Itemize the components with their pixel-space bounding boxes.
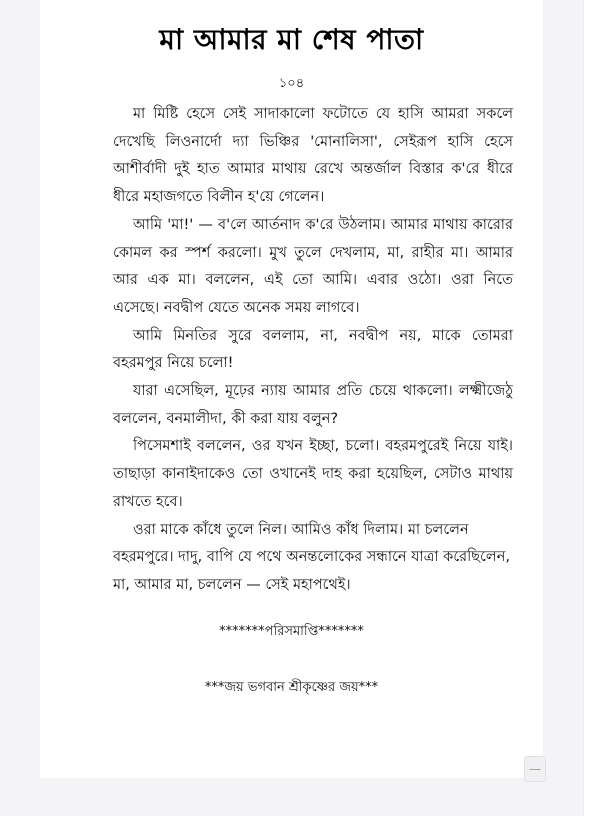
paragraph: যারা এসেছিল, মূঢ়ের ন্যায় আমার প্রতি চেয়ে থাকলো। লক্ষ্মীজেঠু বললেন, বনমালীদা, কী করা যায় বলুন?: [113, 383, 513, 427]
end-marker: *******পরিসমাপ্তি*******: [219, 624, 364, 639]
paragraph: পিসেমশাই বললেন, ওর যখন ইচ্ছা, চলো। বহরমপুরেই নিয়ে যাই। তাছাড়া কানাইদাকেও তো ওখানেই দাহ করা হয়েছিল, সেটাও মাথায় রাখতে হবে।: [113, 438, 513, 510]
minimize-toolbar-button[interactable]: —: [524, 756, 546, 782]
body-text: [113, 101, 513, 600]
closing-blessing: ***জয় ভগবান শ্রীকৃষ্ণের জয়***: [204, 680, 379, 695]
vertical-scrollbar[interactable]: [583, 0, 601, 816]
page-number: ১০৪: [278, 76, 305, 91]
page-title: মা আমার মা শেষ পাতা: [159, 23, 424, 56]
paragraph: মা মিষ্টি হেসে সেই সাদাকালো ফটোতে যে হাসি আমরা সকলে দেখেছি লিওনার্দো দ্যা ভিঞ্চির 'মোনালিসা', সেইরূপ হাসি হেসে আশীর্বাদী দুই হাত আমার মাথায় রেখে অন্তর্জাল বিস্তার ক'রে ধীরে ধীরে মহাজগতে বিলীন হ'য়ে গেলেন।: [113, 106, 513, 206]
document-page: [40, 0, 543, 778]
paragraph: ওরা মাকে কাঁধে তুলে নিল। আমিও কাঁধ দিলাম। মা চললেন বহরমপুরে। দাদু, বাপি যে পথে অনন্তলোকের সন্ধানে যাত্রা করেছিলেন, মা, আমার মা, চললেন — সেই মহাপথেই।: [113, 521, 510, 593]
paragraph: আমি মিনতির সুরে বললাম, না, নবদ্বীপ নয়, মাকে তোমরা বহরমপুর নিয়ে চলো!: [113, 327, 513, 372]
paragraph: আমি 'মা!' — ব'লে আর্তনাদ ক'রে উঠলাম। আমার মাথায় কারোর কোমল কর স্পর্শ করলো। মুখ তুলে দেখলাম, মা, রাহীর মা। আমার আর এক মা। বললেন, এই তো আমি। এবার ওঠো। ওরা নিতে এসেছে। নবদ্বীপ যেতে অনেক সময় লাগবে।: [113, 216, 513, 316]
